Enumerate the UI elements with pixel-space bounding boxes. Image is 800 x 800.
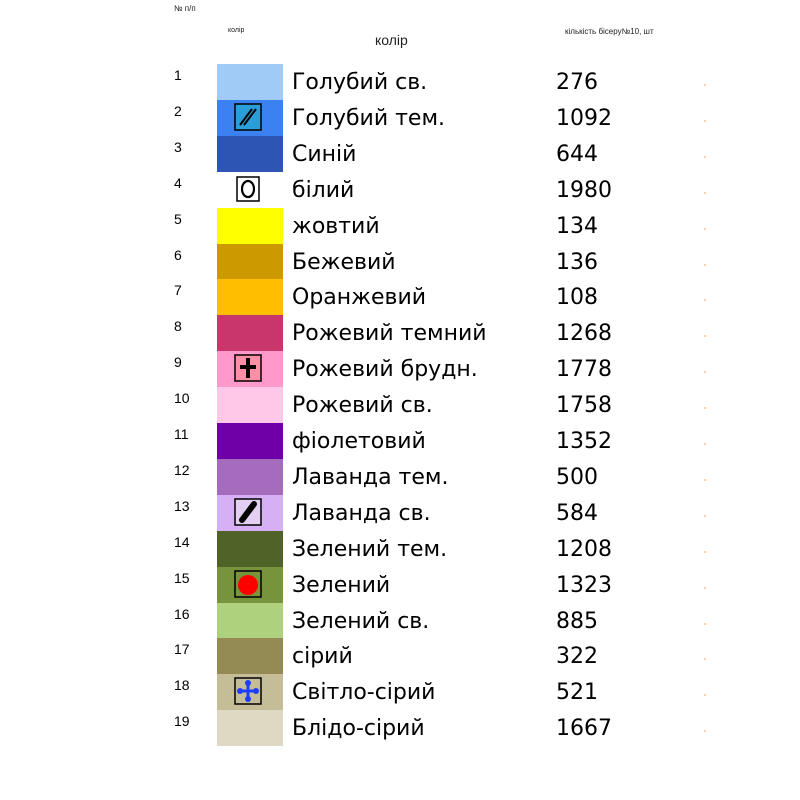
row-number: 17 [174, 641, 190, 658]
row-number: 10 [174, 390, 190, 407]
bead-quantity: 134 [556, 213, 598, 239]
bead-quantity: 885 [556, 608, 598, 634]
table-row [0, 64, 800, 100]
row-number: 2 [174, 102, 182, 119]
red-dot-icon [234, 570, 262, 598]
header-color-small: колір [228, 27, 245, 34]
cell-border-mark [704, 299, 706, 301]
bead-quantity: 584 [556, 500, 598, 526]
color-swatch [217, 459, 283, 495]
bead-quantity: 108 [556, 285, 598, 311]
color-name: Синій [292, 141, 357, 167]
color-name: Голубий тем. [292, 105, 446, 131]
color-swatch [217, 567, 283, 603]
bead-quantity: 136 [556, 249, 598, 275]
color-swatch [217, 387, 283, 423]
bead-quantity: 1667 [556, 716, 612, 742]
color-swatch [217, 603, 283, 639]
bead-quantity: 1758 [556, 393, 612, 419]
bead-quantity: 1352 [556, 429, 612, 454]
color-swatch [217, 674, 283, 710]
color-swatch [217, 710, 283, 746]
table-row [0, 531, 800, 567]
color-name: Лаванда тем. [292, 464, 449, 490]
cell-border-mark [704, 84, 706, 86]
table-row [0, 172, 800, 208]
row-number: 13 [174, 497, 190, 514]
color-name: Рожевий св. [292, 393, 433, 419]
cell-border-mark [704, 192, 706, 194]
cell-border-mark [704, 623, 706, 625]
color-name: Зелений [292, 572, 391, 598]
cell-border-mark [704, 694, 706, 696]
color-swatch [217, 638, 283, 674]
table-row [0, 567, 800, 603]
circle-outline-icon [234, 175, 262, 203]
row-number: 4 [174, 174, 182, 191]
cell-border-mark [704, 335, 706, 337]
table-row [0, 100, 800, 136]
row-number: 11 [174, 426, 189, 442]
blue-flower-icon [234, 677, 262, 705]
bead-quantity: 644 [556, 141, 598, 167]
cell-border-mark [704, 120, 706, 122]
bead-quantity: 1208 [556, 536, 612, 562]
row-number: 1 [174, 67, 182, 83]
cell-border-mark [704, 515, 706, 517]
row-number: 16 [174, 605, 190, 622]
row-number: 7 [174, 282, 182, 299]
row-number: 5 [174, 210, 182, 227]
cell-border-mark [704, 156, 706, 158]
color-swatch [217, 531, 283, 567]
cell-border-mark [704, 228, 706, 230]
bead-quantity: 276 [556, 70, 598, 95]
color-name: Рожевий темний [292, 321, 487, 347]
table-row [0, 638, 800, 674]
double-slash-icon [234, 103, 262, 131]
cell-border-mark [704, 443, 706, 445]
bead-quantity: 521 [556, 680, 598, 706]
color-name: білий [292, 177, 355, 203]
cell-border-mark [704, 658, 706, 660]
row-number: 6 [174, 246, 182, 263]
row-number: 19 [174, 713, 190, 730]
row-number: 12 [174, 461, 190, 478]
row-number: 3 [174, 138, 182, 155]
color-name: жовтий [292, 213, 380, 239]
color-swatch [217, 279, 283, 315]
cell-border-mark [704, 264, 706, 266]
color-name: Голубий св. [292, 70, 428, 95]
table-row [0, 136, 800, 172]
color-name: Зелений тем. [292, 536, 448, 562]
color-name: Світло-сірий [292, 680, 436, 706]
color-swatch [217, 495, 283, 531]
color-name: Бежевий [292, 249, 396, 275]
color-swatch [217, 100, 283, 136]
bead-quantity: 1980 [556, 177, 612, 203]
table-row [0, 351, 800, 387]
color-name: фіолетовий [292, 429, 426, 454]
row-number: 15 [174, 569, 190, 586]
header-number: № п/п [174, 4, 196, 13]
table-row [0, 603, 800, 639]
table-row [0, 387, 800, 423]
table-row [0, 423, 800, 459]
table-row [0, 208, 800, 244]
bead-quantity: 322 [556, 644, 598, 670]
cell-border-mark [704, 371, 706, 373]
table-row [0, 495, 800, 531]
row-number: 18 [174, 677, 190, 694]
slash-pill-icon [234, 498, 262, 526]
cell-border-mark [704, 551, 706, 553]
header-color: колір [375, 32, 408, 48]
color-swatch [217, 423, 283, 459]
cell-border-mark [704, 730, 706, 732]
row-number: 8 [174, 318, 182, 335]
row-number: 9 [174, 354, 182, 371]
bead-quantity: 1092 [556, 105, 612, 131]
bead-quantity: 500 [556, 464, 598, 490]
color-name: сірий [292, 644, 353, 670]
cell-border-mark [704, 587, 706, 589]
table-row [0, 674, 800, 710]
row-number: 14 [174, 533, 190, 550]
color-swatch [217, 244, 283, 280]
table-row [0, 244, 800, 280]
cross-icon [234, 354, 262, 382]
color-name: Зелений св. [292, 608, 430, 634]
cell-border-mark [704, 407, 706, 409]
bead-quantity: 1323 [556, 572, 612, 598]
color-name: Рожевий брудн. [292, 357, 478, 383]
color-swatch [217, 64, 283, 100]
color-swatch [217, 208, 283, 244]
color-name: Блідо-сірий [292, 716, 425, 742]
bead-quantity: 1268 [556, 321, 612, 347]
table-row [0, 459, 800, 495]
color-swatch [217, 351, 283, 387]
color-swatch [217, 136, 283, 172]
color-swatch [217, 315, 283, 351]
color-swatch [217, 172, 283, 208]
color-name: Лаванда св. [292, 500, 431, 526]
table-row [0, 279, 800, 315]
color-name: Оранжевий [292, 285, 427, 311]
table-row [0, 710, 800, 746]
bead-quantity: 1778 [556, 357, 612, 383]
table-row [0, 315, 800, 351]
cell-border-mark [704, 479, 706, 481]
header-quantity: кількість бісеру№10, шт [565, 27, 654, 36]
